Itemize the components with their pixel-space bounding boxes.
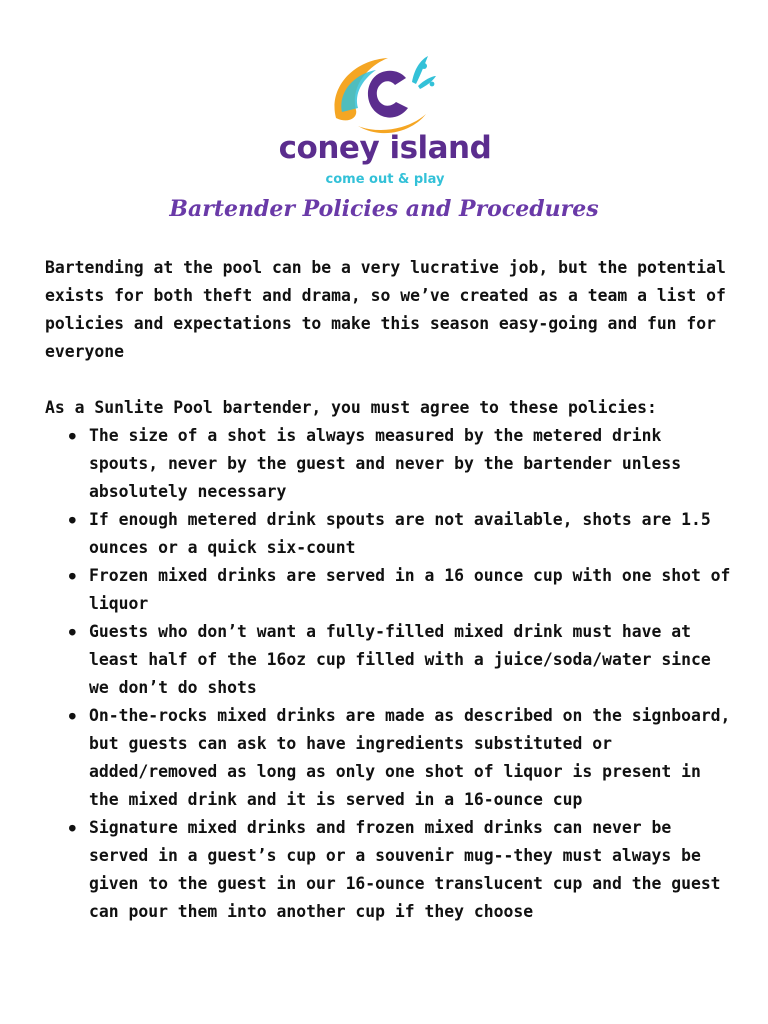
- policy-item: ● The size of a shot is always measured by the metered drink spouts, never by the guest and never by the bartender unless absolutely necessary: [45, 422, 735, 506]
- policy-item: ● Frozen mixed drinks are served in a 16 ounce cup with one shot of liquor: [45, 562, 735, 618]
- brand-logo: [270, 48, 500, 193]
- policy-item: ● If enough metered drink spouts are not available, shots are 1.5 ounces or a quick six-count: [45, 506, 735, 562]
- document-title: Bartender Policies and Procedures: [169, 196, 599, 222]
- intro-paragraph: Bartending at the pool can be a very lucrative job, but the potential exists for both theft and drama, so we’ve created as a team a list of policies and expectations to make this season easy-going and fun for everyone: [45, 258, 726, 361]
- policies-lead: As a Sunlite Pool bartender, you must agree to these policies:: [45, 398, 657, 417]
- brand-name: coney island: [278, 130, 492, 166]
- policy-item: ● On-the-rocks mixed drinks are made as described on the signboard, but guests can ask to have ingredients substituted or added/removed as long as only one shot of liquor is present in the mixed drink and it is served in a 16-ounce cup: [45, 702, 735, 814]
- document-body: [45, 254, 735, 926]
- policies-list: [45, 422, 735, 926]
- policy-item: ● Signature mixed drinks and frozen mixed drinks can never be served in a guest’s cup or a souvenir mug--they must always be given to the guest in our 16-ounce translucent cup and the guest can pour them into another cup if they choose: [45, 814, 735, 926]
- coney-island-c-splash-icon: [328, 48, 438, 138]
- policy-item: ● Guests who don’t want a fully-filled mixed drink must have at least half of the 16oz cup filled with a juice/soda/water since we don’t do shots: [45, 618, 735, 702]
- brand-tagline: come out & play: [325, 172, 445, 187]
